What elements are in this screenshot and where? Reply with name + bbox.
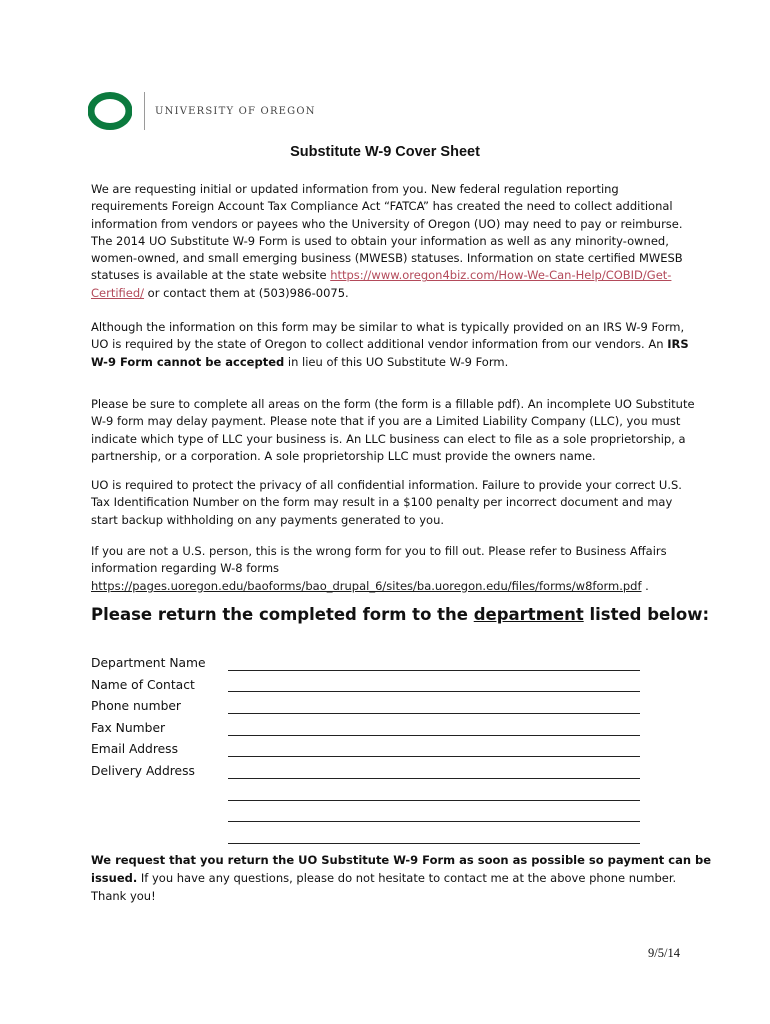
cobid-link[interactable]: https://www.oregon4biz.com/How-We-Can-Help/COBID/Get- bbox=[330, 268, 672, 283]
text-line: information regarding W-8 forms bbox=[91, 561, 280, 576]
text-segment: UO is required by the state of Oregon to collect additional vendor information from our vendors. An bbox=[91, 337, 668, 352]
text-line: Thank you! bbox=[91, 889, 156, 903]
text-line: If you are not a U.S. person, this is the wrong form for you to fill out. Please refer to Business Affairs bbox=[91, 544, 667, 558]
privacy-paragraph bbox=[91, 477, 691, 529]
intro-paragraph bbox=[91, 181, 691, 302]
text-line bbox=[91, 267, 691, 284]
text-line bbox=[91, 336, 691, 353]
revision-date: 9/5/14 bbox=[648, 946, 680, 960]
university-logo bbox=[88, 90, 316, 132]
text-line: W-9 form may delay payment. Please note that if you are a Limited Liability Company (LLC), you must bbox=[91, 414, 681, 429]
text-line: Please be sure to complete all areas on the form (the form is a fillable pdf). An incomplete UO Substitute bbox=[91, 397, 695, 411]
department-name-field[interactable] bbox=[228, 670, 640, 671]
text-line: partnership, or a corporation. A sole proprietorship LLC must provide the owners name. bbox=[91, 448, 596, 463]
text-line bbox=[91, 578, 691, 595]
text-line bbox=[91, 851, 711, 869]
uo-o-logo-icon bbox=[88, 92, 132, 130]
text-segment: statuses is available at the state website bbox=[91, 268, 331, 283]
delivery-address-field-line-2[interactable] bbox=[228, 800, 640, 801]
delivery-address-field[interactable] bbox=[228, 778, 640, 779]
fax-number-field[interactable] bbox=[228, 735, 640, 736]
text-line: We are requesting initial or updated information from you. New federal regulation reporting bbox=[91, 182, 619, 196]
text-line bbox=[91, 285, 691, 302]
bold-text: W-9 Form cannot be accepted bbox=[91, 354, 285, 369]
text-segment: . bbox=[641, 578, 649, 593]
instructions-paragraph bbox=[91, 396, 695, 465]
bold-text: We request that you return the UO Substitute W-9 Form as soon as possible so payment can be bbox=[91, 853, 712, 867]
text-line: Tax Identification Number on the form may result in a $100 penalty per incorrect document and may bbox=[91, 495, 673, 510]
bold-text: IRS bbox=[667, 337, 689, 352]
irs-paragraph bbox=[91, 319, 691, 371]
text-line: The 2014 UO Substitute W-9 Form is used to obtain your information as well as any minority-owned, bbox=[91, 233, 669, 248]
text-segment: If you have any questions, please do not hesitate to contact me at the above phone number. bbox=[137, 871, 677, 885]
closing-paragraph bbox=[91, 851, 711, 905]
department-name-label: Department Name bbox=[91, 656, 206, 670]
bold-text: issued. bbox=[91, 871, 138, 885]
cobid-link-continued[interactable]: Certified/ bbox=[91, 285, 145, 300]
delivery-address-label: Delivery Address bbox=[91, 763, 195, 778]
fax-number-label: Fax Number bbox=[91, 720, 166, 735]
text-line: start backup withholding on any payments generated to you. bbox=[91, 512, 445, 527]
return-heading bbox=[91, 605, 709, 624]
text-line bbox=[91, 354, 691, 371]
heading-text: Please return the completed form to the bbox=[91, 605, 474, 624]
w8-form-link[interactable]: https://pages.uoregon.edu/baoforms/bao_drupal_6/sites/ba.uoregon.edu/files/forms/w8form.pdf bbox=[91, 578, 642, 593]
phone-number-label: Phone number bbox=[91, 699, 181, 713]
delivery-address-field-line-4[interactable] bbox=[228, 843, 640, 844]
text-line: women-owned, and small emerging business (MWESB) statuses. Information on state certified MWESB bbox=[91, 251, 683, 266]
w8-paragraph bbox=[91, 543, 691, 595]
delivery-address-field-line-3[interactable] bbox=[228, 821, 640, 822]
contact-name-label: Name of Contact bbox=[91, 677, 195, 692]
logo-divider bbox=[144, 92, 145, 130]
text-line: UO is required to protect the privacy of all confidential information. Failure to provide your correct U.S. bbox=[91, 478, 682, 492]
phone-number-field[interactable] bbox=[228, 713, 640, 714]
text-line: Although the information on this form may be similar to what is typically provided on an IRS W-9 Form, bbox=[91, 320, 685, 334]
text-line: indicate which type of LLC your business is. An LLC business can elect to file as a sole proprietorship, a bbox=[91, 431, 686, 446]
text-line bbox=[91, 869, 711, 887]
email-address-field[interactable] bbox=[228, 756, 640, 757]
text-segment: or contact them at (503)986-0075. bbox=[144, 285, 349, 300]
page-title: Substitute W-9 Cover Sheet bbox=[290, 144, 480, 160]
text-line: information from vendors or payees who the University of Oregon (UO) may need to pay or reimburse. bbox=[91, 216, 683, 231]
email-address-label: Email Address bbox=[91, 742, 178, 756]
text-segment: in lieu of this UO Substitute W-9 Form. bbox=[284, 354, 509, 369]
logo-text: UNIVERSITY OF OREGON bbox=[155, 105, 316, 117]
text-line: requirements Foreign Account Tax Compliance Act “FATCA” has created the need to collect additional bbox=[91, 199, 673, 214]
heading-text: listed below: bbox=[583, 605, 710, 624]
contact-field-labels bbox=[91, 653, 206, 782]
contact-name-field[interactable] bbox=[228, 691, 640, 692]
heading-underlined-text: department bbox=[473, 605, 584, 624]
